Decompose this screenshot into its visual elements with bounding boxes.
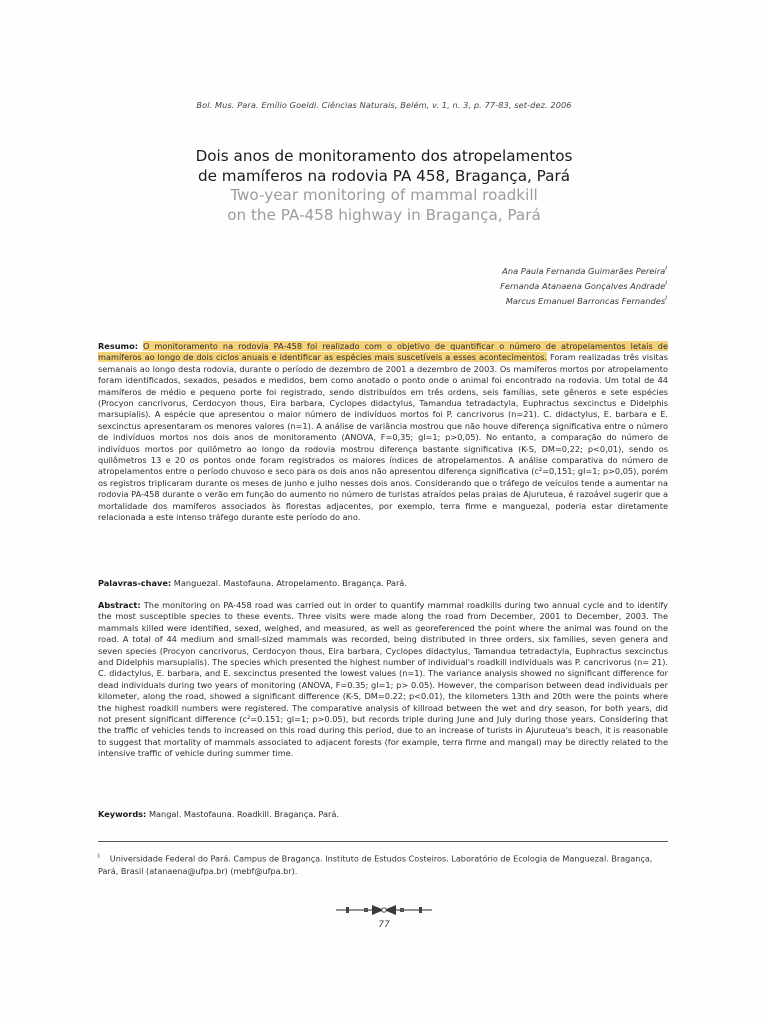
footnote-affiliation bbox=[98, 851, 670, 877]
resumo-paragraph bbox=[98, 341, 668, 524]
abstract-label: Abstract: bbox=[98, 600, 141, 610]
author-2 bbox=[500, 280, 667, 291]
resumo-label: Resumo: bbox=[98, 341, 138, 351]
palavras-chave-text: Manguezal. Mastofauna. Atropelamento. Bragança. Pará. bbox=[173, 578, 407, 588]
footnote-mark: I bbox=[98, 853, 100, 860]
keywords-paragraph bbox=[98, 809, 668, 820]
author-name: Marcus Emanuel Barroncas Fernandes bbox=[505, 295, 666, 306]
author-1 bbox=[502, 265, 667, 276]
keywords-label: Keywords: bbox=[98, 809, 147, 819]
title-pt-line1: Dois anos de monitoramento dos atropelamentos bbox=[195, 147, 573, 165]
author-name: Ana Paula Fernanda Guimarães Pereira bbox=[502, 265, 666, 276]
decorative-ornament-icon bbox=[334, 903, 434, 917]
footnote-divider bbox=[98, 841, 668, 842]
resumo-text: Foram realizadas três visitas semanais ao longo desta rodovia, durante o período de dezembro de 2001 a dezembro de 2003. Os mamíferos mortos por atropelamento foram identificados, sexados, pesados e medidos, bem como anotado o ponto onde o animal foi encontrado na rodovia. Um total de 44 mamíferos de médio e pequeno porte foi registrado, sendo distribuídos em três ordens, seis famílias, sete gêneros e sete espécies (Procyon cancrivorus, Cerdocyon thous, Eira barbara, Cyclopes didactylus, Tamandua tetradactyla, Euphractus sexcinctus e Didelphis marsupialis). A espécie que apresentou o maior número de indivíduos mortos foi P. cancrivorus (n=21). C. didactylus, E. barbara e E. sexcinctus apresentaram os menores valores (n=1). A análise de variância mostrou que não houve diferença significativa entre o número de indivíduos mortos nos dois anos de monitoramento (ANOVA, F=0,35; gl=1; p>0,05). No entanto, a comparação do número de indivíduos mortos por quilômetro ao longo da rodovia mostrou diferença bastante significativa (K-S, DM=0,22; p<0,01), sendo os quilômetros 13 e 20 os pontos onde foram registrados os maiores índices de atropelamentos. A análise comparativa do número de atropelamentos entre o período chuvoso e seco para os dois anos não apresentou diferença significativa (c²=0,151; gl=1; p>0,05), porém os registros triplicaram durante os meses de junho e julho nesses dois anos. Considerando que o tráfego de veículos tende a aumentar na rodovia PA-458 durante o verão em função do aumento no número de turistas atraídos pelas praias de Ajuruteua, é razoável sugerir que a mortalidade dos mamíferos associados às florestas adjacentes, por exemplo, terra firme e manguezal, poderia estar diretamente relacionada a este intenso tráfego durante este período do ano. bbox=[98, 352, 669, 523]
author-affiliation-mark: I bbox=[665, 280, 667, 287]
keywords-text: Mangal. Mastofauna. Roadkill. Bragança. Pará. bbox=[148, 809, 339, 819]
author-3 bbox=[506, 295, 667, 306]
title-en-line2: on the PA-458 highway in Bragança, Pará bbox=[227, 206, 541, 224]
author-name: Fernanda Atanaena Gonçalves Andrade bbox=[500, 280, 666, 291]
resumo-highlighted-text: O monitoramento na rodovia PA-458 foi realizado com o objetivo de quantificar o número de atropelamentos letais de mamíferos ao longo de dois ciclos anuais e identificar as espécies mais suscetíveis a esses acontecimentos. bbox=[98, 341, 668, 363]
abstract-paragraph bbox=[98, 600, 668, 760]
footnote-text: Universidade Federal do Pará. Campus de Bragança. Instituto de Estudos Costeiros. Laboratório de Ecologia de Manguezal. Bragança, Pará, Brasil (atanaena@ufpa.br) (mebf@ufpa.br). bbox=[98, 853, 653, 876]
title-pt-line2: de mamíferos na rodovia PA 458, Bragança, Pará bbox=[197, 167, 571, 185]
page-number: 77 bbox=[378, 920, 390, 930]
journal-citation: Bol. Mus. Para. Emílio Goeldi. Ciências Naturais, Belém, v. 1, n. 3, p. 77-83, set-dez. 2006 bbox=[196, 100, 572, 110]
palavras-chave-label: Palavras-chave: bbox=[98, 578, 172, 588]
palavras-chave-paragraph bbox=[98, 578, 668, 589]
author-affiliation-mark: I bbox=[665, 295, 667, 302]
title-en-line1: Two-year monitoring of mammal roadkill bbox=[230, 186, 538, 204]
author-affiliation-mark: I bbox=[665, 265, 667, 272]
abstract-text: The monitoring on PA-458 road was carried out in order to quantify mammal roadkills during two annual cycle and to identify the most susceptible species to these events. Three visits were made along the road from December, 2001 to December, 2003. The mammals killed were identified, sexed, weighed, and measured, as well as georeferenced the point where the animal was found on the road. A total of 44 medium and small-sized mammals was recorded, being distributed in three orders, six families, seven genera and seven species (Procyon cancrivorus, Cerdocyon thous, Eira barbara, Cyclopes didactylus, Tamandua tetradactyla, Euphractus sexcinctus and Didelphis marsupialis). The species which presented the highest number of individual's roadkill individuals was P. cancrivorus (n= 21). C. didactylus, E. barbara, and E. sexcinctus presented the lowest values (n=1). The variance analysis showed no significant difference for dead individuals during two years of monitoring (ANOVA, F=0.35; gl=1; p> 0.05). However, the comparison between dead individuals per kilometer, along the road, showed a significant difference (K-S, DM=0.22; p<0.01), the kilometers 13th and 20th were the points where the highest roadkill numbers were registered. The comparative analysis of killroad between the wet and dry season, for both years, did not present significant difference (c²=0.151; gl=1; p>0.05), but records triple during June and July during those years. Considering that the traffic of vehicles tends to increased on this road during this period, due to an increase of turists in Ajuruteua's beach, it is reasonable to suggest that mortality of mammals associated to adjacent forests (for example, terra firme and mangal) may be directly related to the intensive traffic of vehicle during summer time. bbox=[98, 600, 668, 759]
